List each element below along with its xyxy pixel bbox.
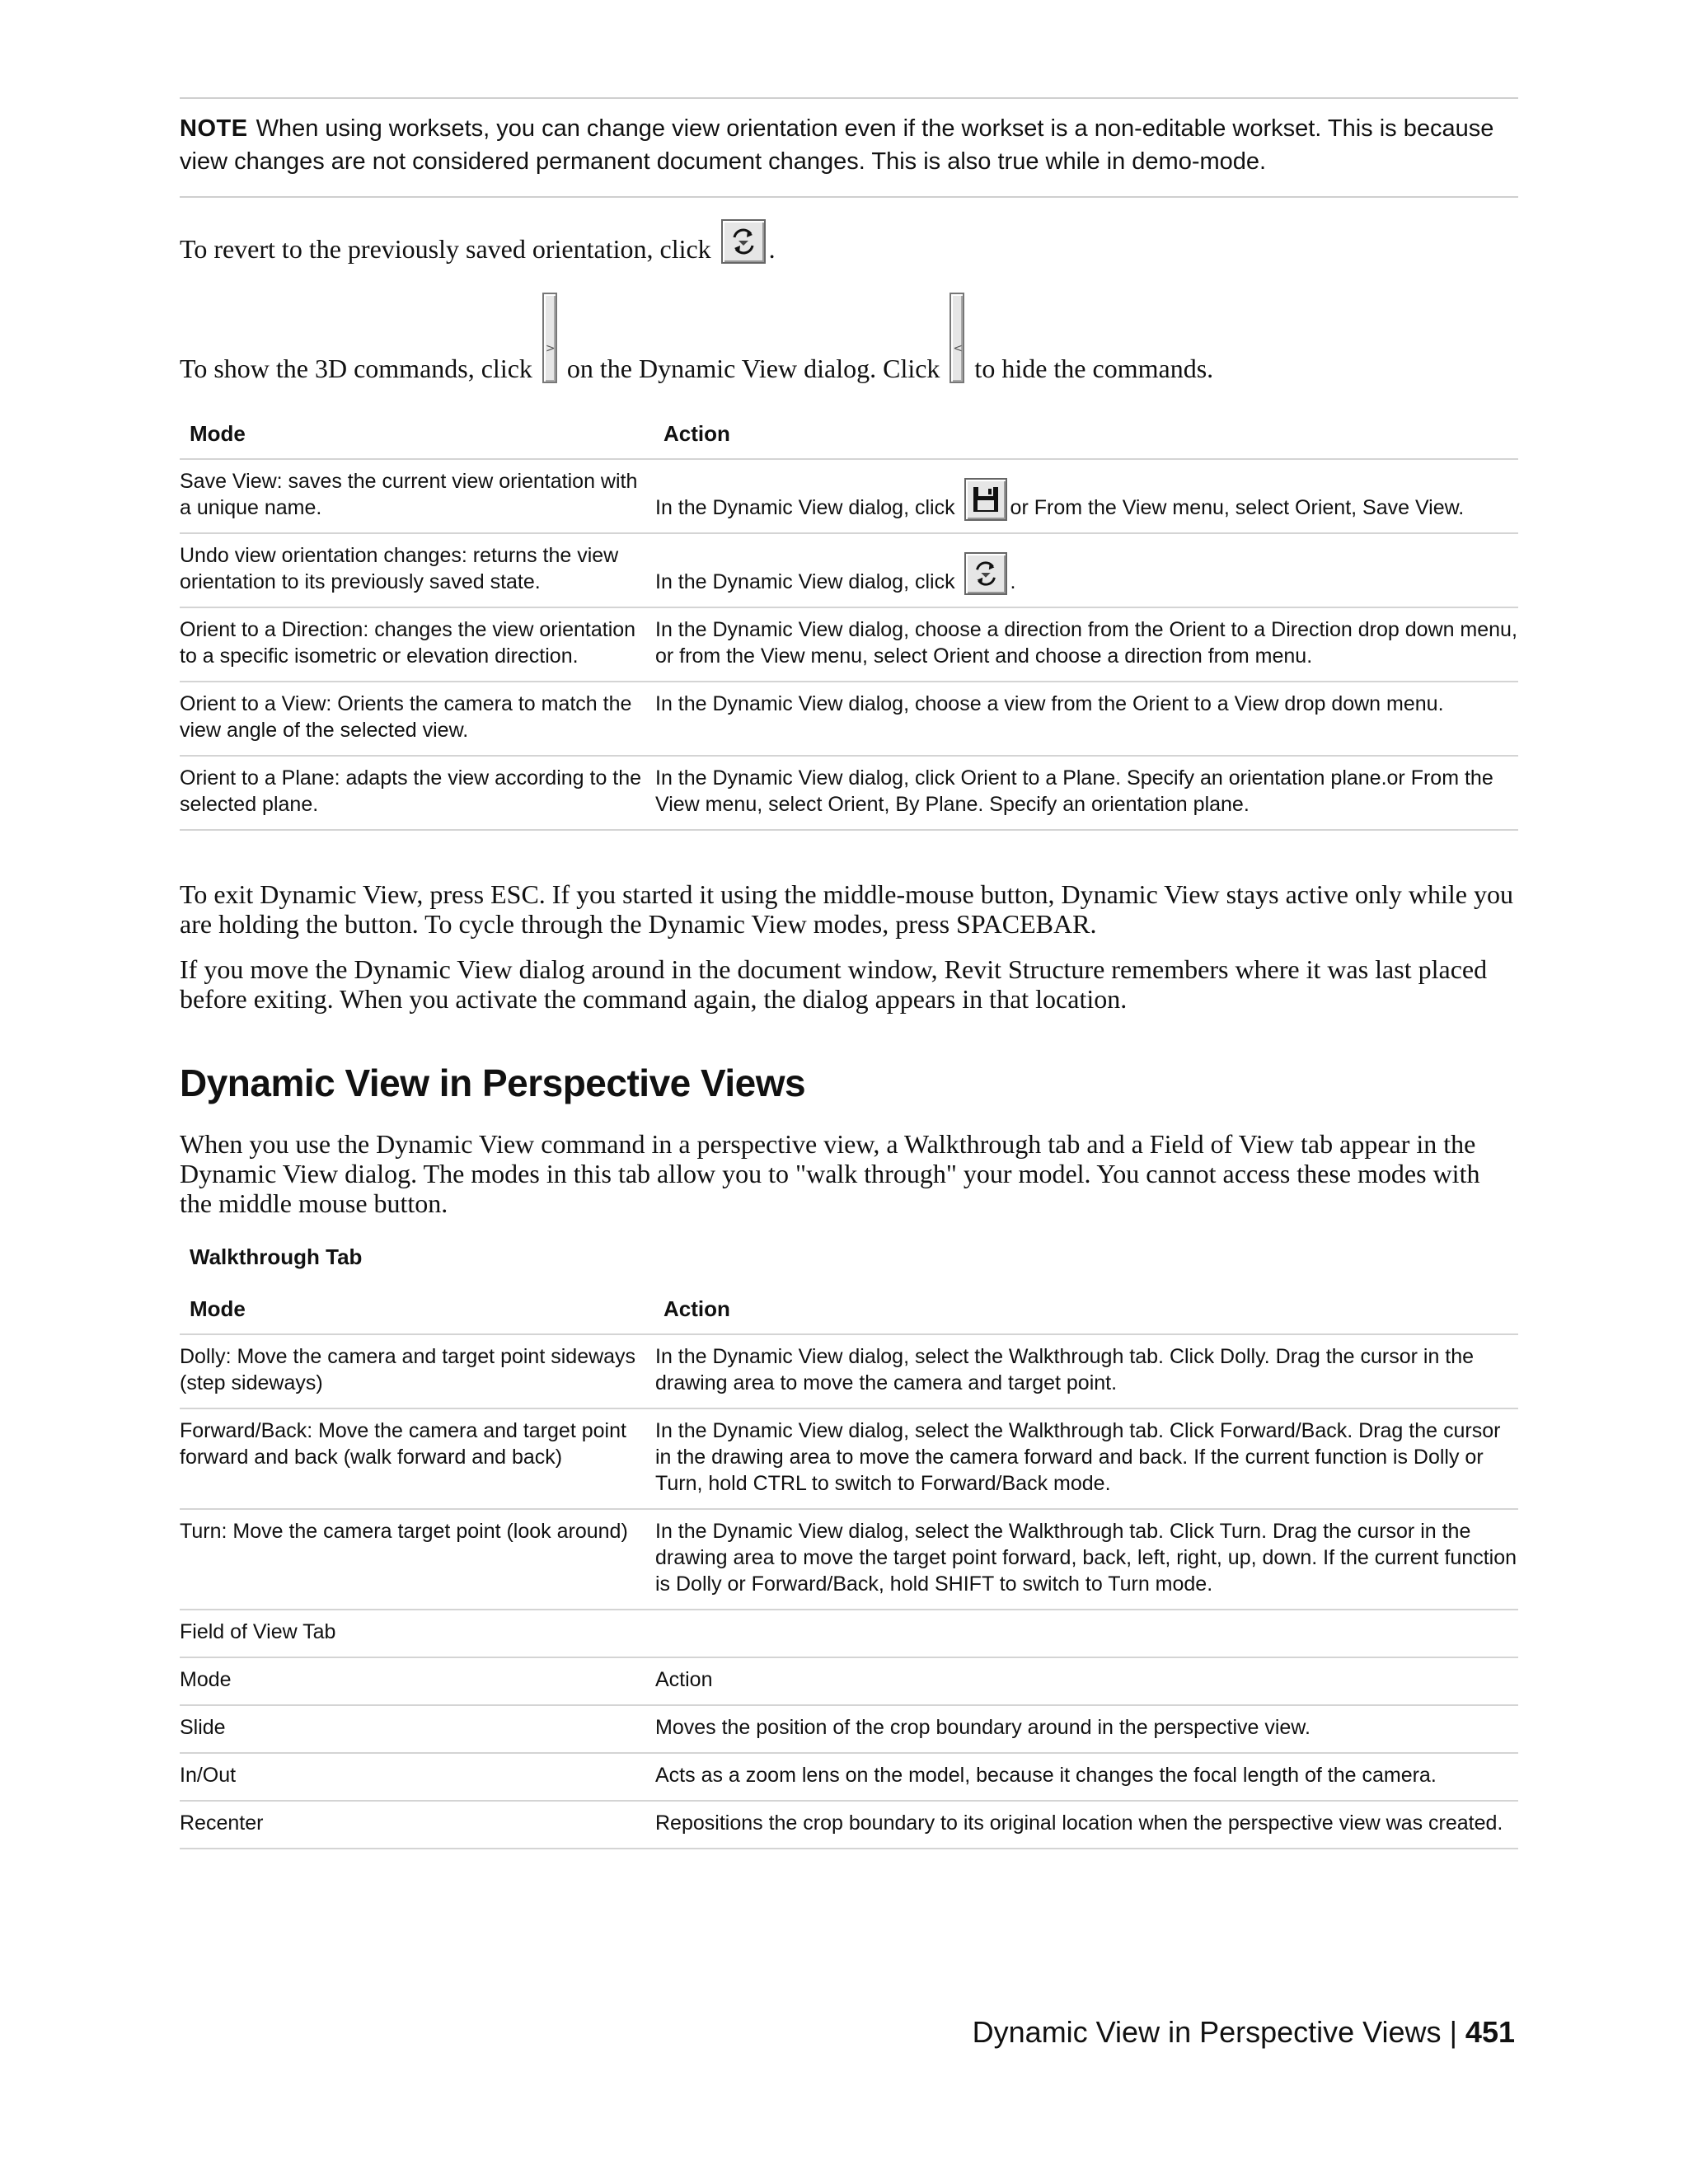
show-text-before: To show the 3D commands, click <box>180 354 532 383</box>
action-cell: In the Dynamic View dialog, choose a view from the Orient to a View drop down menu. <box>655 682 1518 756</box>
table-header-row <box>180 409 1518 459</box>
revert-text: To revert to the previously saved orientation, click <box>180 234 711 264</box>
expand-chevron-icon: > <box>545 342 556 355</box>
mode-cell: Orient to a View: Orients the camera to match the view angle of the selected view. <box>180 682 655 756</box>
table-row <box>180 459 1518 533</box>
perspective-paragraph: When you use the Dynamic View command in a perspective view, a Walkthrough tab and a Field of View tab appear in the Dynamic View dialog. The modes in this tab allow you to "walk through" your model. You cannot access these modes with the middle mouse button. <box>180 1129 1480 1218</box>
mode-cell: Slide <box>180 1705 655 1753</box>
table-header-row <box>180 1284 1518 1334</box>
save-view-button[interactable] <box>964 478 1007 521</box>
mode-cell: In/Out <box>180 1753 655 1801</box>
collapse-chevron-icon: < <box>953 342 964 355</box>
restore-orientation-icon <box>971 559 1001 588</box>
mode-cell: Orient to a Direction: changes the view orientation to a specific isometric or elevation direction. <box>180 607 655 682</box>
table-row <box>180 682 1518 756</box>
table-row <box>180 1408 1518 1509</box>
table-row <box>180 533 1518 607</box>
header-action: Action <box>655 409 1518 459</box>
show-commands-instruction <box>180 293 1518 383</box>
action-cell: In the Dynamic View dialog, click Orient to a Plane. Specify an orientation plane.or From the View menu, select Orient, By Plane. Specify an orientation plane. <box>655 756 1518 830</box>
undo-orientation-button[interactable] <box>964 552 1007 595</box>
header-action: Action <box>655 1284 1518 1334</box>
revert-text-after: . <box>768 234 776 264</box>
restore-orientation-button[interactable] <box>721 219 766 264</box>
exit-paragraph: To exit Dynamic View, press ESC. If you started it using the middle-mouse button, Dynamic View stays active only while you are holding the button. To cycle through the Dynamic View modes, press SPACEBAR. <box>180 879 1513 939</box>
action-cell <box>655 533 1518 607</box>
footer-separator: | <box>1449 2015 1457 2049</box>
note-label: NOTE <box>180 115 248 142</box>
table-row <box>180 1334 1518 1408</box>
page-number: 451 <box>1465 2015 1515 2049</box>
action-cell: In the Dynamic View dialog, choose a direction from the Orient to a Direction drop down menu, or from the View menu, select Orient and choose a direction from menu. <box>655 607 1518 682</box>
view-modes-table <box>180 409 1518 831</box>
show-text-after: to hide the commands. <box>974 354 1214 383</box>
table-row <box>180 1705 1518 1753</box>
action-cell: Moves the position of the crop boundary around in the perspective view. <box>655 1705 1518 1753</box>
footer-title: Dynamic View in Perspective Views <box>972 2015 1442 2049</box>
walkthrough-table <box>180 1284 1518 1849</box>
action-text-after: . <box>1010 570 1016 593</box>
header-mode: Mode <box>180 1284 655 1334</box>
header-mode: Mode <box>180 409 655 459</box>
expand-commands-button[interactable] <box>542 293 557 383</box>
mode-cell: Turn: Move the camera target point (look around) <box>180 1509 655 1610</box>
dialog-position-paragraph: If you move the Dynamic View dialog around in the document window, Revit Structure remembers where it was last placed before exiting. When you activate the command again, the dialog appears in that location. <box>180 954 1488 1014</box>
action-cell: Action <box>655 1657 1518 1705</box>
table-row <box>180 1509 1518 1610</box>
mode-cell: Recenter <box>180 1801 655 1849</box>
action-cell: Repositions the crop boundary to its original location when the perspective view was created. <box>655 1801 1518 1849</box>
floppy-disk-icon <box>971 485 1001 514</box>
page-footer <box>973 2015 1515 2050</box>
action-cell: In the Dynamic View dialog, select the Walkthrough tab. Click Forward/Back. Drag the cursor in the drawing area to move the camera forward and back. If the current function is Dolly or Turn, hold CTRL to switch to Forward/Back mode. <box>655 1408 1518 1509</box>
table-row <box>180 1610 1518 1657</box>
section-heading: Dynamic View in Perspective Views <box>180 1062 806 1104</box>
note-box <box>180 97 1518 198</box>
table-row <box>180 1801 1518 1849</box>
note-paragraph <box>180 112 1518 178</box>
mode-cell: Undo view orientation changes: returns the view orientation to its previously saved state. <box>180 533 655 607</box>
table-row <box>180 1753 1518 1801</box>
mode-cell: Mode <box>180 1657 655 1705</box>
collapse-commands-button[interactable] <box>950 293 964 383</box>
action-cell <box>655 1610 1518 1657</box>
show-text-middle: on the Dynamic View dialog. Click <box>566 354 940 383</box>
action-cell: In the Dynamic View dialog, select the Walkthrough tab. Click Dolly. Drag the cursor in the drawing area to move the camera and target point. <box>655 1334 1518 1408</box>
table-row <box>180 607 1518 682</box>
mode-cell: Orient to a Plane: adapts the view according to the selected plane. <box>180 756 655 830</box>
note-text: When using worksets, you can change view orientation even if the workset is a non-editable workset. This is because view changes are not considered permanent document changes. This is also true while in demo-mode. <box>180 115 1494 175</box>
action-cell: In the Dynamic View dialog, select the Walkthrough tab. Click Turn. Drag the cursor in the drawing area to move the target point forward, back, left, right, up, down. If the current function is Dolly or Forward/Back, hold SHIFT to switch to Turn mode. <box>655 1509 1518 1610</box>
action-text: In the Dynamic View dialog, click <box>655 570 955 593</box>
mode-cell: Dolly: Move the camera and target point sideways (step sideways) <box>180 1334 655 1408</box>
walkthrough-heading: Walkthrough Tab <box>190 1244 363 1269</box>
table-row <box>180 756 1518 830</box>
action-text: In the Dynamic View dialog, click <box>655 496 955 519</box>
mode-cell: Forward/Back: Move the camera and target point forward and back (walk forward and back) <box>180 1408 655 1509</box>
action-cell: Acts as a zoom lens on the model, because it changes the focal length of the camera. <box>655 1753 1518 1801</box>
mode-cell: Field of View Tab <box>180 1610 655 1657</box>
action-text-after: or From the View menu, select Orient, Save View. <box>1010 496 1465 519</box>
action-cell <box>655 459 1518 533</box>
mode-cell: Save View: saves the current view orientation with a unique name. <box>180 459 655 533</box>
restore-orientation-icon <box>728 226 759 257</box>
table-row <box>180 1657 1518 1705</box>
revert-instruction <box>180 219 1518 264</box>
